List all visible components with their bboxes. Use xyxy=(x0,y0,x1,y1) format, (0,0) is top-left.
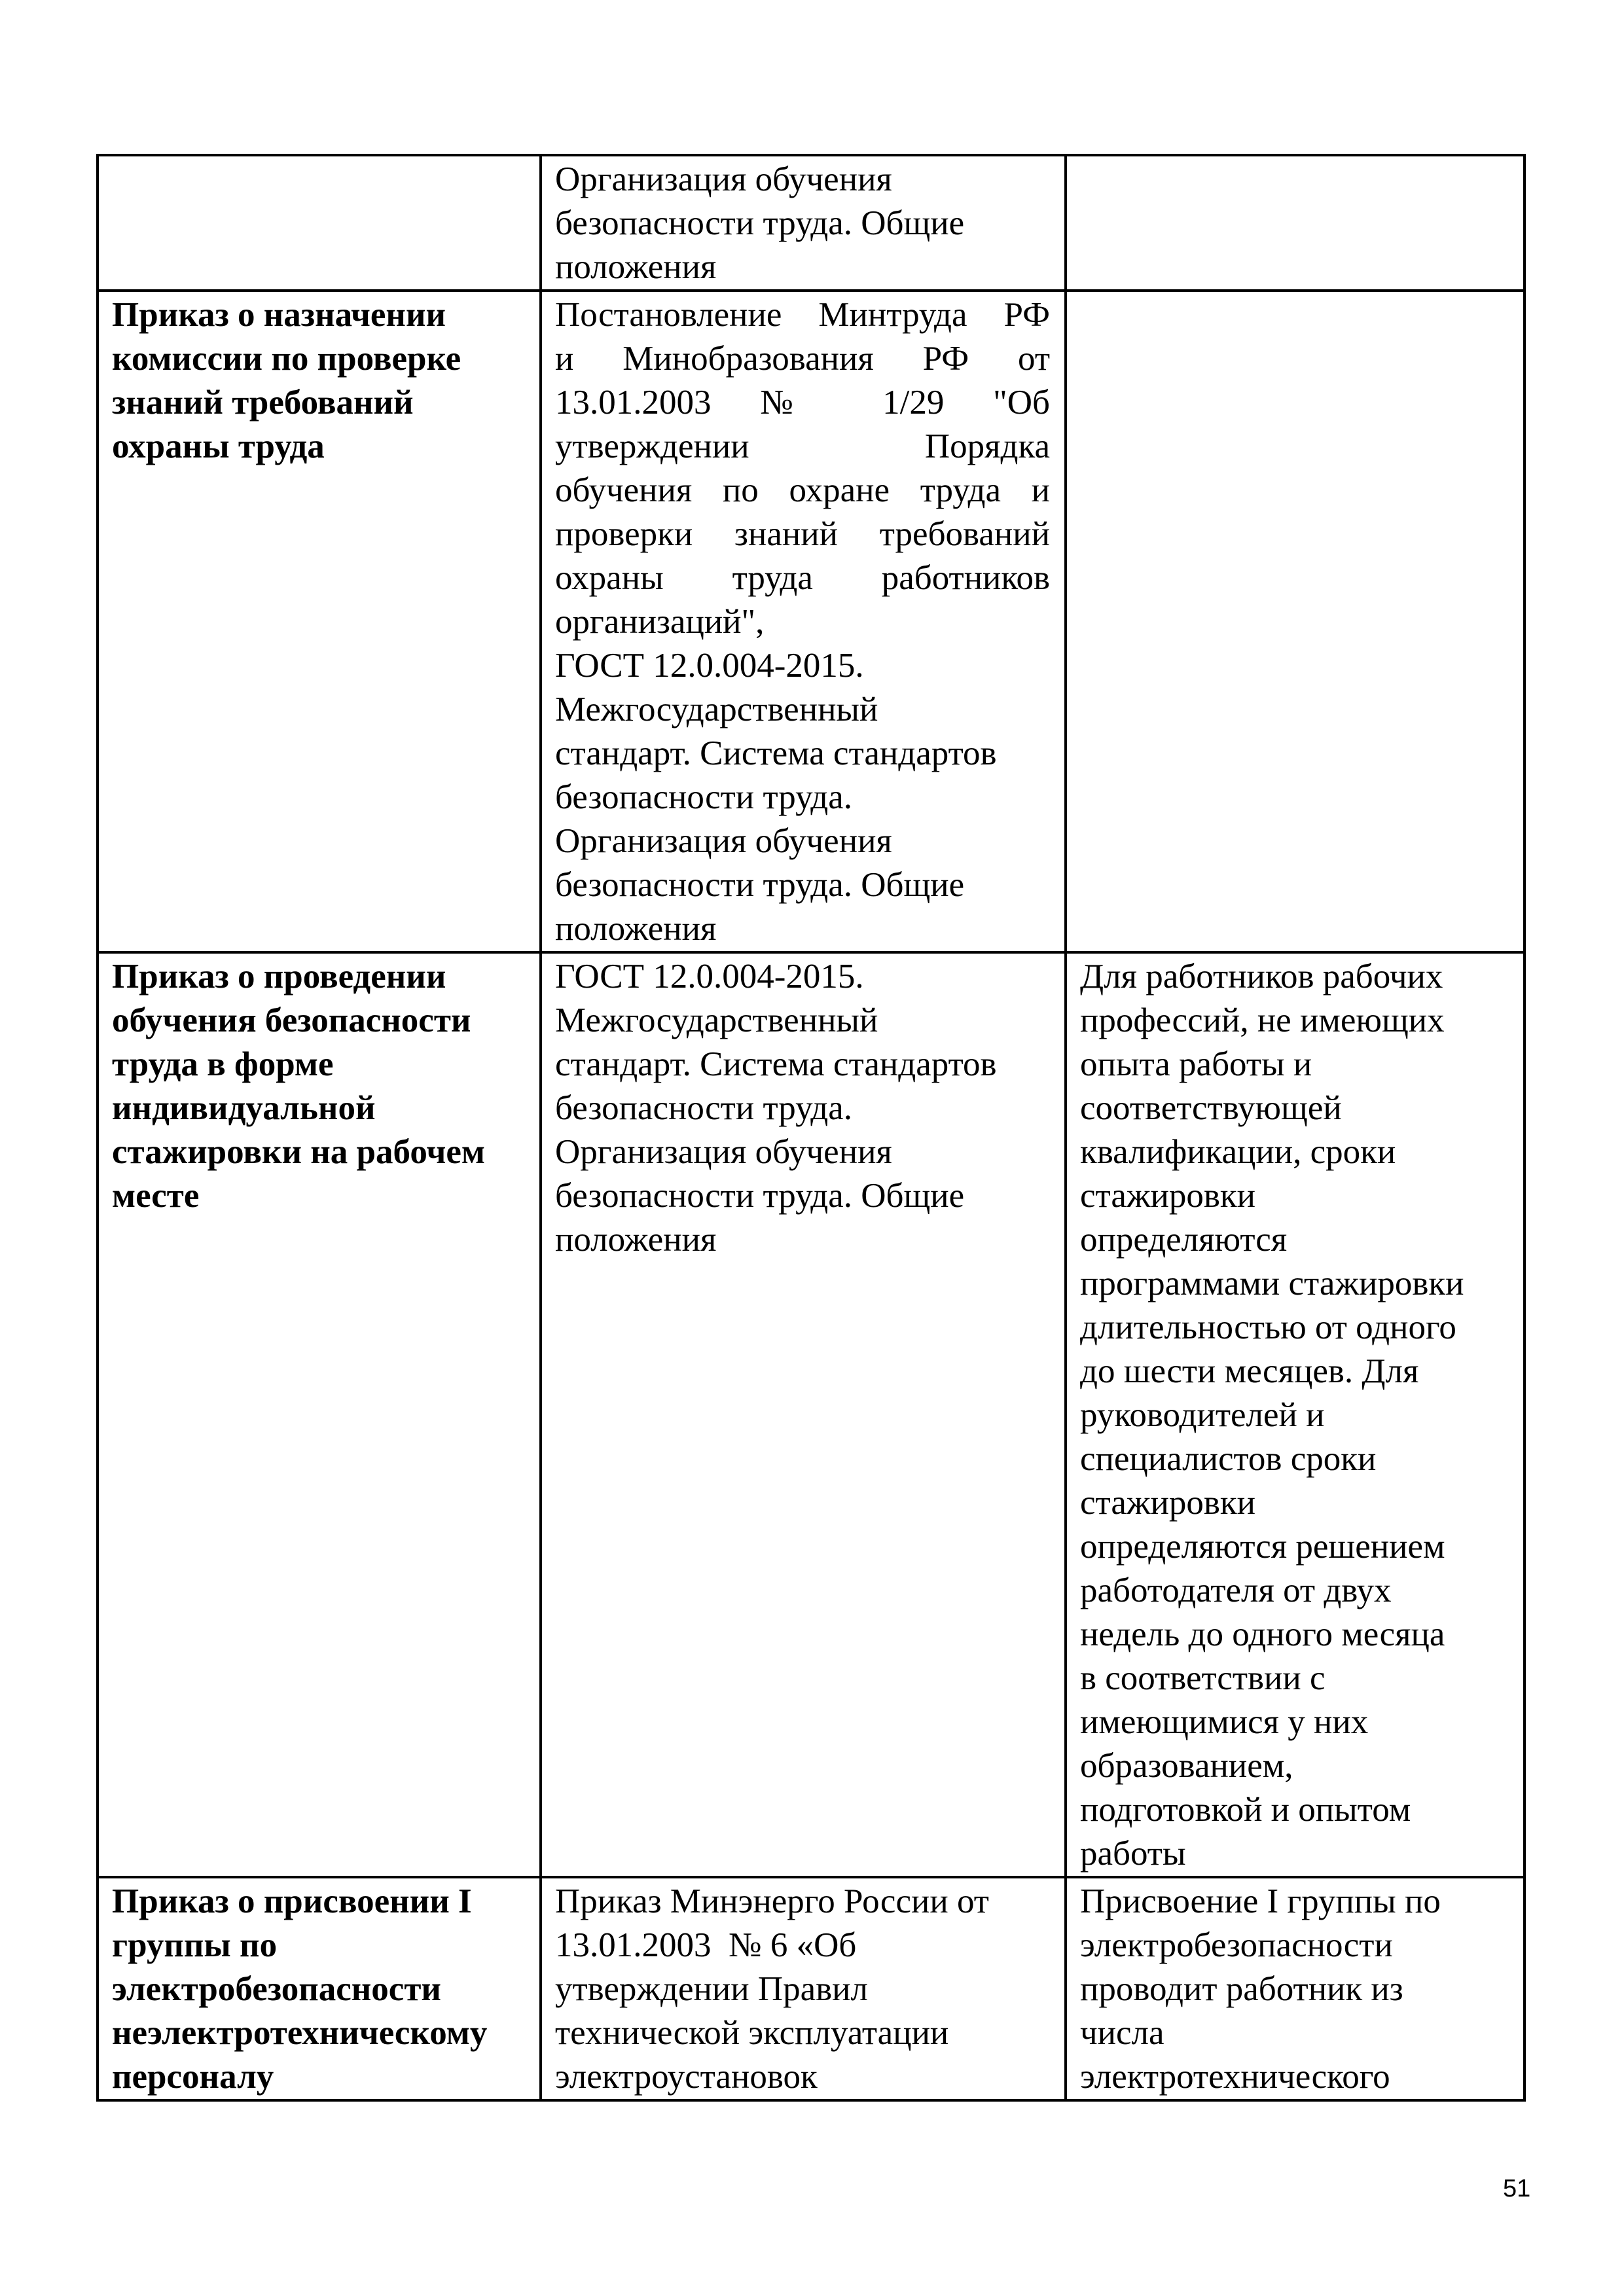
note-line: соответствующей xyxy=(1080,1089,1342,1127)
basis-line: Организация обучения xyxy=(555,822,892,860)
note-line: стажировки xyxy=(1080,1177,1255,1215)
document-name-line: Приказ о назначении xyxy=(112,296,446,334)
basis-line: утверждении Правил xyxy=(555,1970,868,2008)
table-row xyxy=(98,1877,1525,2100)
basis-line: стандарт. Система стандартов xyxy=(555,1045,997,1083)
note-cell xyxy=(1066,952,1525,1877)
note-line: подготовкой и опытом xyxy=(1080,1791,1411,1829)
note-line: программами стажировки xyxy=(1080,1265,1464,1302)
document-name-line: неэлектротехническому xyxy=(112,2014,488,2052)
note-line: образованием, xyxy=(1080,1747,1293,1785)
basis-line: Приказ Минэнерго России от xyxy=(555,1882,989,1920)
basis-line: 13.01.2003 № 6 «Об xyxy=(555,1926,857,1964)
basis-line: положения xyxy=(555,910,717,948)
document-name-line: электробезопасности xyxy=(112,1970,441,2008)
note-line: определяются решением xyxy=(1080,1528,1445,1566)
basis-line: организаций", xyxy=(555,603,765,641)
basis-line: безопасности труда. xyxy=(555,1089,852,1127)
basis-line: проверки знаний требований xyxy=(555,515,1050,553)
document-name-cell xyxy=(98,155,541,291)
note-line: электротехнического xyxy=(1080,2058,1390,2096)
document-name-line: группы по xyxy=(112,1926,278,1964)
basis-line: ГОСТ 12.0.004-2015. xyxy=(555,958,864,996)
note-line: Присвоение I группы по xyxy=(1080,1882,1441,1920)
table-row xyxy=(98,291,1525,952)
basis-cell xyxy=(541,952,1066,1877)
basis-line: охраны труда работников xyxy=(555,559,1050,597)
basis-line: Постановление Минтруда РФ xyxy=(555,296,1050,334)
basis-line: безопасности труда. Общие xyxy=(555,1177,965,1215)
document-name-line: стажировки на рабочем xyxy=(112,1133,485,1171)
basis-line: положения xyxy=(555,1221,717,1259)
document-name-line: персоналу xyxy=(112,2058,274,2096)
note-cell xyxy=(1066,155,1525,291)
basis-line: 13.01.2003 № 1/29 "Об xyxy=(555,384,1050,422)
basis-line: положения xyxy=(555,248,717,286)
document-name-line: индивидуальной xyxy=(112,1089,376,1127)
table-row xyxy=(98,155,1525,291)
document-name-line: знаний требований xyxy=(112,384,414,422)
basis-cell xyxy=(541,155,1066,291)
basis-line: утверждении Порядка xyxy=(555,427,1050,465)
basis-line: и Минобразования РФ от xyxy=(555,340,1050,378)
document-name-cell xyxy=(98,952,541,1877)
document-name-line: труда в форме xyxy=(112,1045,334,1083)
note-line: профессий, не имеющих xyxy=(1080,1001,1445,1039)
note-line: Для работников рабочих xyxy=(1080,958,1443,996)
note-line: числа xyxy=(1080,2014,1164,2052)
note-line: работы xyxy=(1080,1835,1186,1873)
document-name-cell xyxy=(98,1877,541,2100)
basis-line: Организация обучения xyxy=(555,160,892,198)
page-number: 51 xyxy=(1503,2175,1531,2202)
basis-line: технической эксплуатации xyxy=(555,2014,949,2052)
basis-line: стандарт. Система стандартов xyxy=(555,734,997,772)
note-line: определяются xyxy=(1080,1221,1288,1259)
document-name-line: Приказ о присвоении I xyxy=(112,1882,472,1920)
basis-line: Межгосударственный xyxy=(555,691,878,728)
document-name-cell xyxy=(98,291,541,952)
basis-cell xyxy=(541,1877,1066,2100)
note-cell xyxy=(1066,291,1525,952)
basis-line: безопасности труда. Общие xyxy=(555,866,965,904)
note-line: работодателя от двух xyxy=(1080,1571,1392,1609)
document-name-line: Приказ о проведении xyxy=(112,958,446,996)
document-name-line: охраны труда xyxy=(112,427,325,465)
document-name-line: комиссии по проверке xyxy=(112,340,461,378)
table-row xyxy=(98,952,1525,1877)
basis-line: безопасности труда. xyxy=(555,778,852,816)
note-line: квалификации, сроки xyxy=(1080,1133,1396,1171)
note-line: электробезопасности xyxy=(1080,1926,1393,1964)
document-name-line: обучения безопасности xyxy=(112,1001,471,1039)
basis-line: электроустановок xyxy=(555,2058,818,2096)
note-line: имеющимися у них xyxy=(1080,1703,1369,1741)
basis-line: Межгосударственный xyxy=(555,1001,878,1039)
note-line: специалистов сроки xyxy=(1080,1440,1377,1478)
note-line: недель до одного месяца xyxy=(1080,1615,1445,1653)
document-name-line: месте xyxy=(112,1177,200,1215)
note-line: в соответствии с xyxy=(1080,1659,1326,1697)
basis-cell xyxy=(541,291,1066,952)
note-line: длительностью от одного xyxy=(1080,1308,1456,1346)
note-line: проводит работник из xyxy=(1080,1970,1403,2008)
basis-line: обучения по охране труда и xyxy=(555,471,1050,509)
note-line: руководителей и xyxy=(1080,1396,1325,1434)
basis-line: безопасности труда. Общие xyxy=(555,204,965,242)
note-line: до шести месяцев. Для xyxy=(1080,1352,1419,1390)
note-line: опыта работы и xyxy=(1080,1045,1312,1083)
basis-line: Организация обучения xyxy=(555,1133,892,1171)
note-cell xyxy=(1066,1877,1525,2100)
basis-line: ГОСТ 12.0.004-2015. xyxy=(555,647,864,685)
note-line: стажировки xyxy=(1080,1484,1255,1522)
requirements-table xyxy=(96,154,1526,2102)
